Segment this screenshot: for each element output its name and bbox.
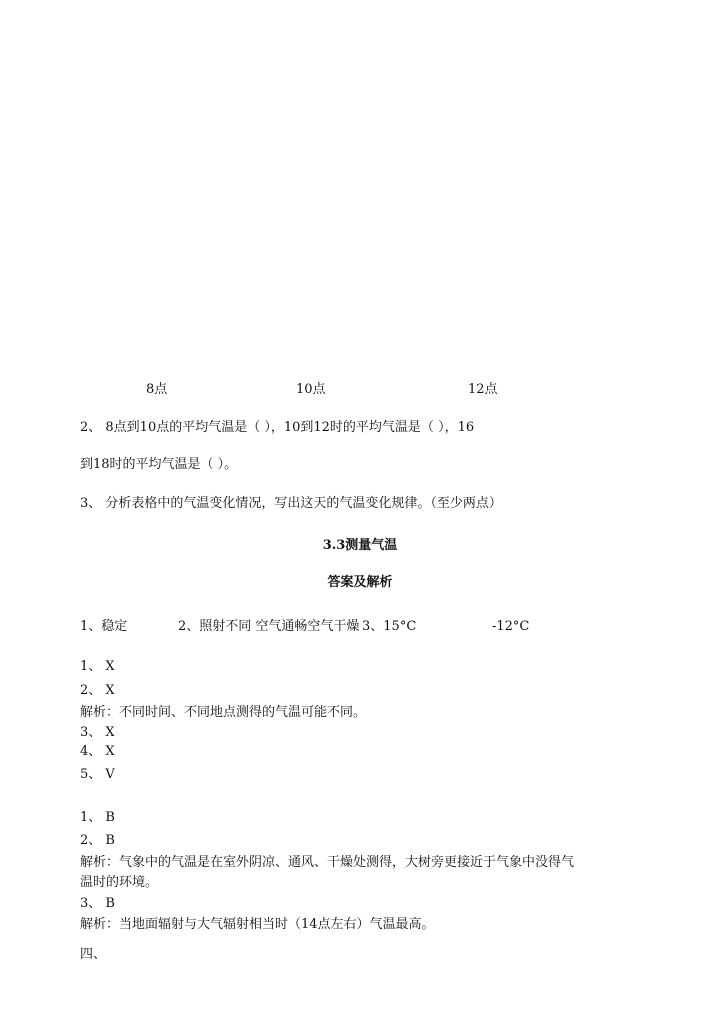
- section-title: 3.3测量气温: [322, 538, 398, 553]
- judge-answer-3: 3、 X: [80, 725, 115, 740]
- choice-analysis-line1: 解析：气象中的气温是在室外阴凉、通风、干燥处测得，大树旁更接近于气象中没得气: [80, 855, 575, 870]
- judge-answer-1: 1、 X: [80, 659, 115, 674]
- question3: 3、 分析表格中的气温变化情况，写出这天的气温变化规律。（至少两点）: [80, 496, 502, 511]
- judge-answer-5: 5、 V: [80, 767, 115, 782]
- judge-analysis: 解析：不同时间、不同地点测得的气温可能不同。: [80, 705, 367, 720]
- choice-answer-3: 3、 B: [80, 896, 115, 911]
- fill-answer-3b: -12°C: [492, 619, 530, 634]
- fill-answer-1: 1、稳定: [80, 619, 128, 634]
- choice-answer-2: 2、 B: [80, 833, 115, 848]
- axis-label-12: 12点: [468, 382, 498, 397]
- answers-heading: 答案及解析: [327, 575, 393, 590]
- question2-line2: 到18时的平均气温是（ ）。: [80, 457, 238, 472]
- choice-answer-1: 1、 B: [80, 810, 115, 825]
- fill-answer-2: 2、照射不同 空气通畅空气干燥: [178, 619, 360, 634]
- axis-label-8: 8点: [146, 382, 168, 397]
- question2-line1: 2、 8点到10点的平均气温是（ ），10到12时的平均气温是（ ），16: [80, 420, 475, 435]
- judge-answer-2: 2、 X: [80, 683, 115, 698]
- choice-analysis-3: 解析：当地面辐射与大气辐射相当时（14点左右）气温最高。: [80, 917, 435, 932]
- section-4-label: 四、: [80, 947, 107, 962]
- fill-answer-3: 3、15°C: [362, 619, 417, 634]
- axis-label-10: 10点: [296, 382, 326, 397]
- judge-answer-4: 4、 X: [80, 744, 115, 759]
- choice-analysis-line2: 温时的环境。: [80, 875, 159, 890]
